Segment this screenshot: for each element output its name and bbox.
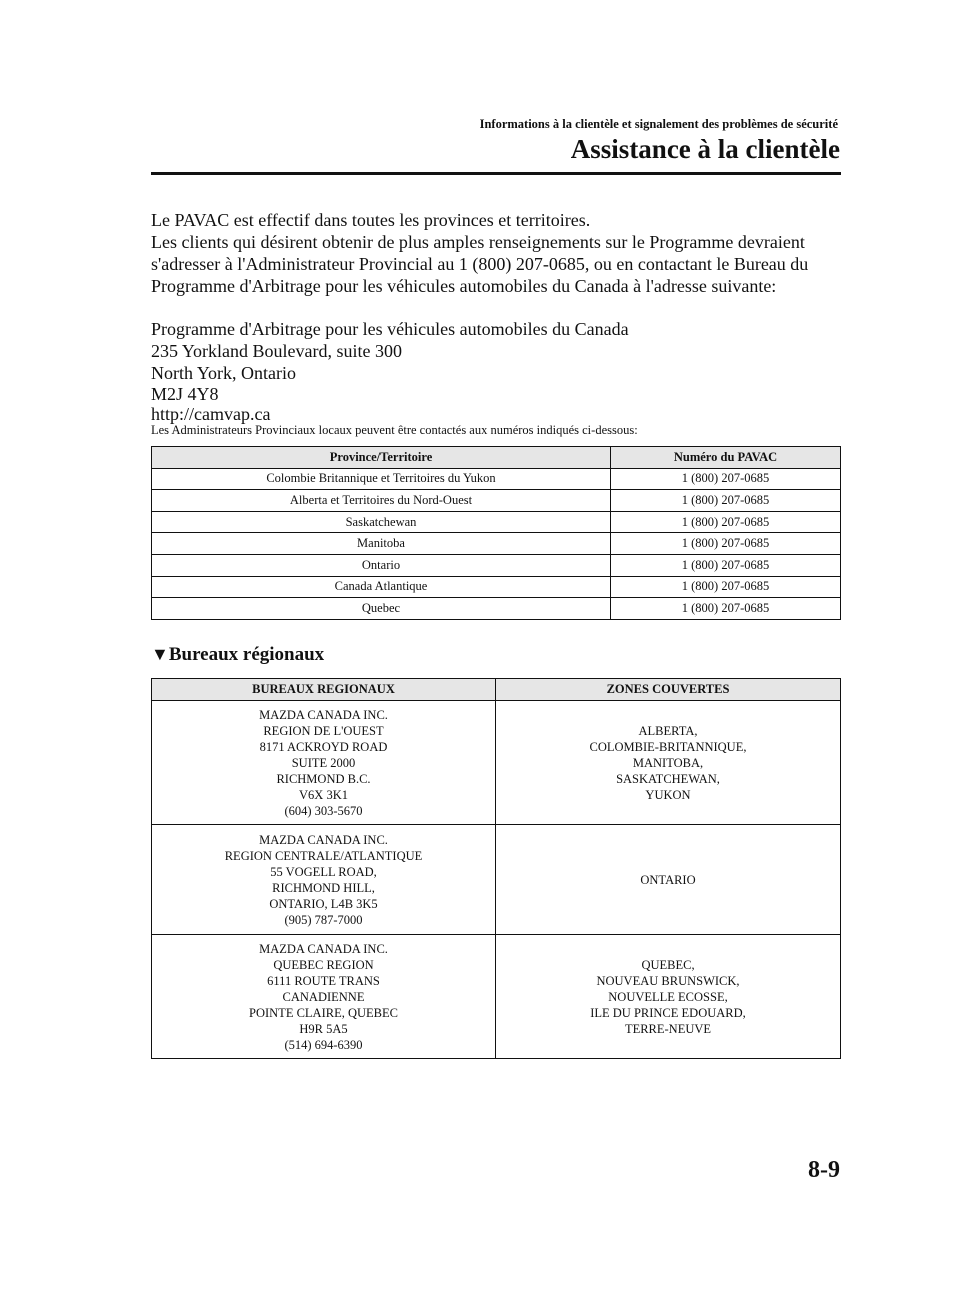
table-row [152,598,841,620]
office-cell: MAZDA CANADA INC. REGION CENTRALE/ATLANTIQUE 55 VOGELL ROAD, RICHMOND HILL, ONTARIO, L4B 3K5 (905) 787-7000 [152,825,496,935]
table-row [152,701,841,825]
section-title: Bureaux régionaux [168,644,325,665]
address-line-2: 235 Yorkland Boulevard, suite 300 [151,341,402,361]
table-row [152,468,841,490]
province-cell: Canada Atlantique [152,576,611,598]
province-cell: Colombie Britannique et Territoires du Yukon [152,468,611,490]
phone-cell: 1 (800) 207-0685 [611,554,841,576]
table-row [152,490,841,512]
province-cell: Ontario [152,554,611,576]
header-subtitle: Informations à la clientèle et signalement des problèmes de sécurité [479,117,838,131]
header-zones: ZONES COUVERTES [496,679,841,701]
table-row [152,533,841,555]
header-province: Province/Territoire [152,447,611,469]
page-title: Assistance à la clientèle [570,134,840,164]
office-cell: MAZDA CANADA INC. QUEBEC REGION 6111 ROUTE TRANS CANADIENNE POINTE CLAIRE, QUEBEC H9R 5A5 (514) 694-6390 [152,935,496,1059]
triangle-down-icon: ▼ [151,644,169,664]
header-rule [151,172,841,175]
intro-line-2: Les clients qui désirent obtenir de plus amples renseignements sur le Programme devraient [151,232,805,252]
header-pavac-number: Numéro du PAVAC [611,447,841,469]
table-row [152,825,841,935]
intro-line-4: Programme d'Arbitrage pour les véhicules automobiles du Canada à l'adresse suivante: [151,276,777,296]
section-heading [151,644,324,666]
phone-cell: 1 (800) 207-0685 [611,490,841,512]
administrators-note: Les Administrateurs Provinciaux locaux peuvent être contactés aux numéros indiqués ci-dessous: [151,423,638,437]
zones-cell: ALBERTA, COLOMBIE-BRITANNIQUE, MANITOBA, SASKATCHEWAN, YUKON [496,701,841,825]
page-number: 8-9 [808,1157,840,1183]
camvap-link[interactable]: http://camvap.ca [151,404,271,424]
table-row [152,935,841,1059]
intro-line-1: Le PAVAC est effectif dans toutes les provinces et territoires. [151,210,591,230]
table-row [152,576,841,598]
provinces-table [151,446,841,620]
office-cell: MAZDA CANADA INC. REGION DE L'OUEST 8171 ACKROYD ROAD SUITE 2000 RICHMOND B.C. V6X 3K1 (604) 303-5670 [152,701,496,825]
province-cell: Saskatchewan [152,511,611,533]
table-row [152,511,841,533]
phone-cell: 1 (800) 207-0685 [611,511,841,533]
phone-cell: 1 (800) 207-0685 [611,468,841,490]
phone-cell: 1 (800) 207-0685 [611,598,841,620]
regional-offices-table [151,678,841,1059]
table-header-row [152,679,841,701]
address-line-3: North York, Ontario [151,363,297,383]
address-line-4: M2J 4Y8 [151,384,219,404]
province-cell: Quebec [152,598,611,620]
header-offices: BUREAUX REGIONAUX [152,679,496,701]
province-cell: Alberta et Territoires du Nord-Ouest [152,490,611,512]
phone-cell: 1 (800) 207-0685 [611,576,841,598]
province-cell: Manitoba [152,533,611,555]
phone-cell: 1 (800) 207-0685 [611,533,841,555]
zones-cell: QUEBEC, NOUVEAU BRUNSWICK, NOUVELLE ECOSSE, ILE DU PRINCE EDOUARD, TERRE-NEUVE [496,935,841,1059]
address-line-1: Programme d'Arbitrage pour les véhicules automobiles du Canada [151,319,629,339]
intro-line-3: s'adresser à l'Administrateur Provincial au 1 (800) 207-0685, ou en contactant le Bureau du [151,254,809,274]
zones-cell: ONTARIO [496,825,841,935]
table-header-row [152,447,841,469]
table-row [152,554,841,576]
